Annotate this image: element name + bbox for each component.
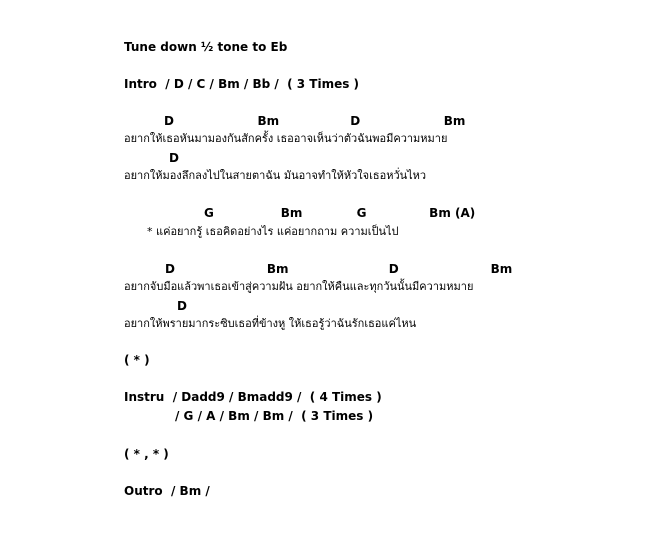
chorus-chords: G Bm G Bm (A) [204,206,476,220]
repeat-chorus-marker: ( * ) [124,353,150,367]
intro-line: Intro / D / C / Bm / Bb / ( 3 Times ) [124,77,360,91]
verse2-lyric-1: อยากจับมือแล้วพาเธอเข้าสู่ความฝัน อยากให้คืนและทุกวันนั้นมีความหมาย [124,280,474,293]
verse1-lyric-2: อยากให้มองลึกลงไปในสายตาฉัน มันอาจทำให้หัวใจเธอหวั่นไหว [124,169,427,182]
chorus-lyric: * แค่อยากรู้ เธอคิดอย่างไร แค่อยากถาม ความเป็นไป [147,225,399,238]
verse2-lyric-2: อยากให้พรายมากระซิบเธอที่ข้างหู ให้เธอรู้ว่าฉันรักเธอแค่ไหน [124,317,417,330]
verse1-chords-2: D [169,151,179,165]
verse1-lyric-1: อยากให้เธอหันมามองกันสักครั้ง เธออาจเห็นว่าตัวฉันพอมีความหมาย [124,132,448,145]
tuning-line: Tune down ½ tone to Eb [124,40,288,54]
verse2-chords-1: D Bm D Bm [165,262,513,276]
verse1-chords-1: D Bm D Bm [164,114,466,128]
outro-line: Outro / Bm / [124,484,210,498]
verse2-chords-2: D [177,299,187,313]
instru-line: Instru / Dadd9 / Bmadd9 / ( 4 Times ) [124,390,382,404]
repeat-chorus-twice-marker: ( * , * ) [124,447,169,461]
instru-line-2: / G / A / Bm / Bm / ( 3 Times ) [175,409,374,423]
